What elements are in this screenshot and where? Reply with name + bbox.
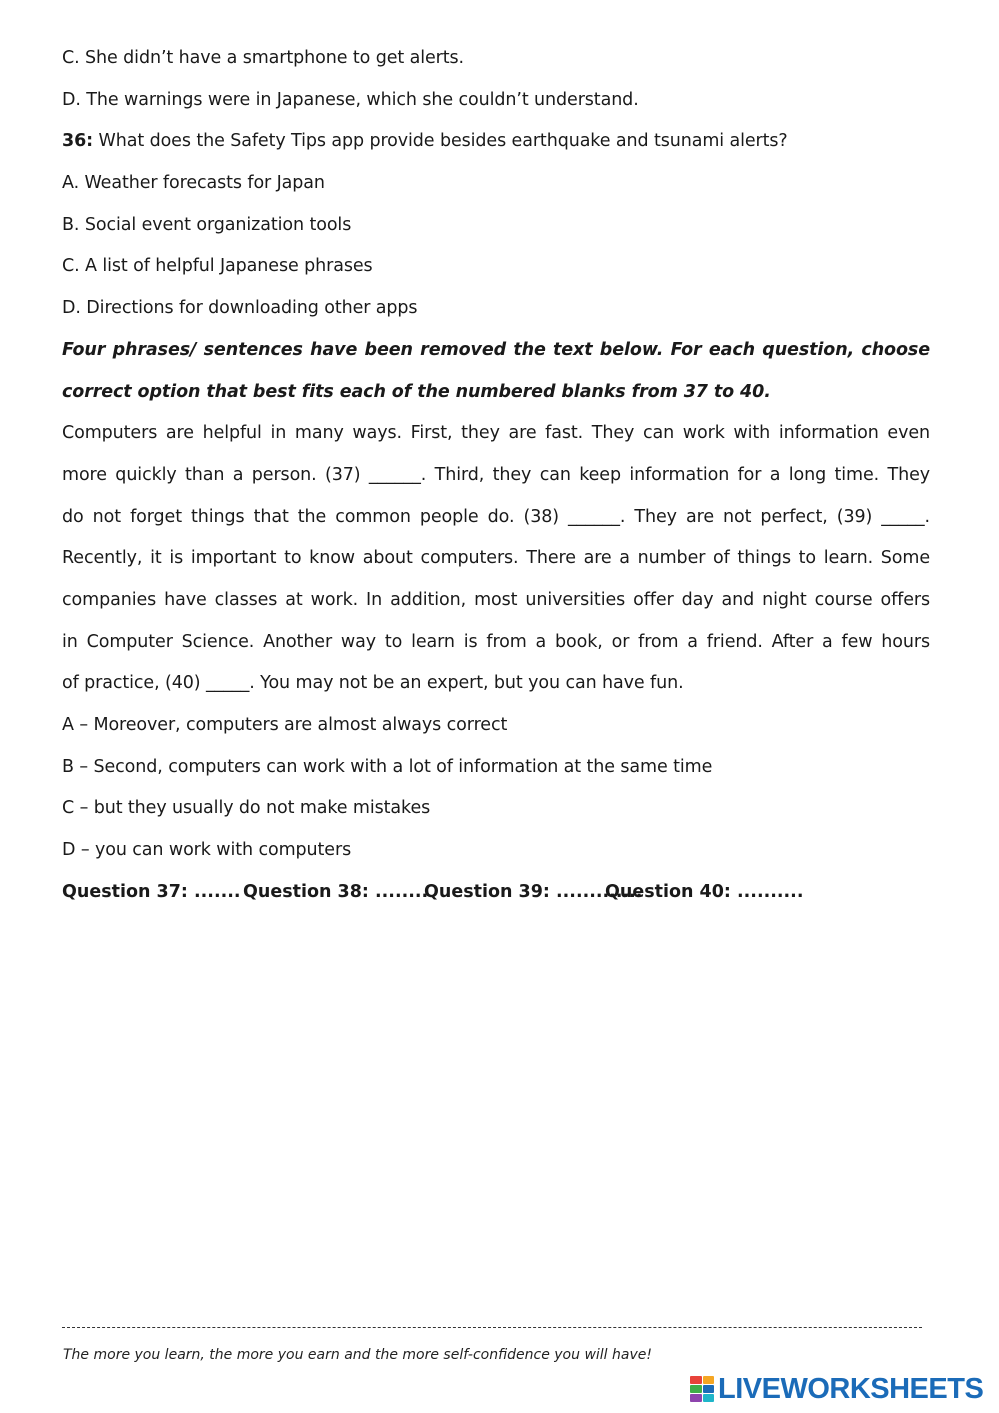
- passage-line-5: companies have classes at work. In addition, most universities offer day and night course offers: [62, 589, 930, 610]
- choice-a: A – Moreover, computers are almost always correct: [62, 715, 508, 735]
- question-36-text: What does the Safety Tips app provide besides earthquake and tsunami alerts?: [93, 131, 788, 152]
- passage-line-3: do not forget things that the common people do. (38) ______. They are not perfect, (39) _____.: [62, 506, 930, 527]
- option-35-c: C. She didn’t have a smartphone to get alerts.: [62, 48, 465, 68]
- question-36: [62, 121, 930, 163]
- answer-38-field[interactable]: Question 38: ........: [243, 881, 429, 902]
- choice-b: B – Second, computers can work with a lot of information at the same time: [62, 756, 713, 777]
- answer-row: [62, 872, 930, 914]
- option-35-d: D. The warnings were in Japanese, which she couldn’t understand.: [62, 89, 639, 110]
- answer-37-field[interactable]: Question 37: .......: [62, 881, 241, 902]
- instruction-line-2: correct option that best fits each of the numbered blanks from 37 to 40.: [62, 381, 771, 402]
- passage-line-7: of practice, (40) _____. You may not be an expert, but you can have fun.: [62, 673, 684, 694]
- option-36-d: D. Directions for downloading other apps: [62, 298, 418, 319]
- option-36-a: A. Weather forecasts for Japan: [62, 173, 325, 194]
- logo-text: LIVEWORKSHEETS: [718, 1372, 984, 1405]
- logo-blocks-icon: [690, 1376, 714, 1402]
- passage-line-4: Recently, it is important to know about computers. There are a number of things to learn. Some: [62, 548, 930, 569]
- footer-quote: The more you learn, the more you earn and the more self-confidence you will have!: [63, 1347, 652, 1363]
- worksheet-page: [62, 38, 930, 913]
- option-36-c: C. A list of helpful Japanese phrases: [62, 256, 373, 277]
- instruction-line-1: Four phrases/ sentences have been removed the text below. For each question, choose: [62, 339, 930, 360]
- passage-line-1: Computers are helpful in many ways. First, they are fast. They can work with information even: [62, 423, 930, 444]
- choice-d: D – you can work with computers: [62, 840, 352, 861]
- option-36-b: B. Social event organization tools: [62, 214, 352, 235]
- answer-40-field[interactable]: Question 40: ..........: [605, 881, 804, 902]
- answer-39-field[interactable]: Question 39: .............: [424, 881, 643, 902]
- passage-line-6: in Computer Science. Another way to learn is from a book, or from a friend. After a few hours: [62, 631, 930, 652]
- passage-line-2: more quickly than a person. (37) ______. Third, they can keep information for a long time. They: [62, 464, 930, 485]
- question-36-number: 36:: [62, 131, 94, 152]
- liveworksheets-logo: [690, 1372, 983, 1406]
- choice-c: C – but they usually do not make mistakes: [62, 798, 431, 819]
- footer-divider: [62, 1327, 922, 1328]
